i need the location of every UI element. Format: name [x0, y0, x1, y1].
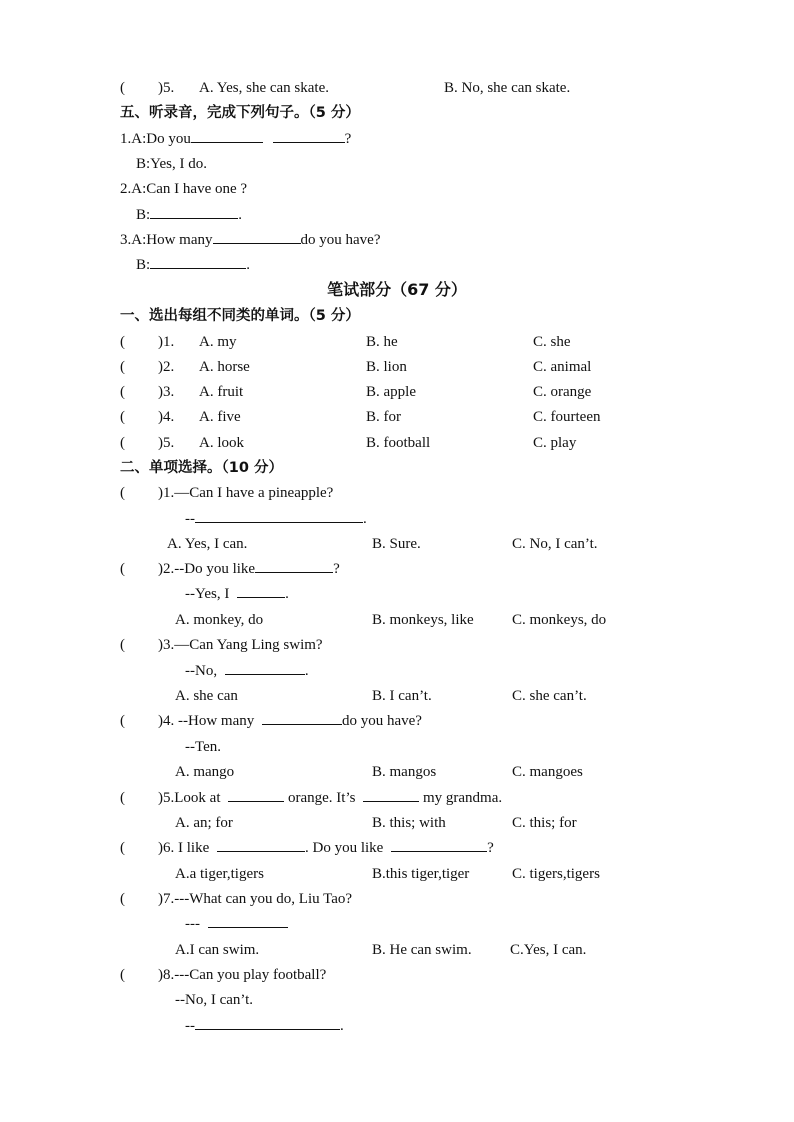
option-c: C. she [533, 334, 571, 350]
answer-line [185, 659, 309, 683]
question-number: )1. [158, 334, 175, 350]
answer-text: . [285, 586, 289, 602]
fill-blank[interactable] [150, 203, 238, 219]
answer-text: -- [185, 511, 195, 527]
stem-text: do you have? [341, 713, 422, 729]
written-title-row [0, 278, 794, 302]
option-c: C.Yes, I can. [510, 942, 587, 958]
stem-text: ? [333, 561, 340, 577]
item-text: ? [344, 131, 352, 147]
option-b: B.this tiger,tiger [372, 866, 470, 882]
section-heading: 一、选出每组不同类的单词。（5 分） [120, 308, 360, 324]
answer-paren: ( [120, 334, 125, 350]
fill-blank[interactable] [237, 582, 285, 598]
answer-paren: ( [120, 409, 125, 425]
option-a: A. fruit [199, 384, 244, 400]
answer-paren: ( [120, 561, 125, 577]
option-c: C. play [533, 435, 577, 451]
section-heading: 五、听录音，完成下列句子。（5 分） [120, 105, 360, 121]
answer-paren: ( [120, 485, 125, 501]
question-stem [158, 709, 422, 733]
stem-text: )4. --How many [158, 713, 255, 729]
option-b: B. I can’t. [372, 688, 432, 704]
answer-text: . [363, 511, 367, 527]
question-number: )5. [158, 80, 175, 96]
answer-text: . [304, 663, 309, 679]
fill-blank[interactable] [363, 786, 419, 802]
option-c: C. monkeys, do [512, 612, 607, 628]
item-line [136, 253, 250, 277]
stem-text: )2.--Do you like [158, 561, 256, 577]
item-text: B:Yes, I do. [136, 156, 207, 172]
stem-text: my grandma. [422, 790, 503, 806]
item-line [120, 127, 351, 151]
option-a: A. five [199, 409, 241, 425]
item-text: 1.A:Do you [120, 131, 191, 147]
answer-paren: ( [120, 967, 125, 983]
item-text: . [238, 207, 242, 223]
option-a: A. monkey, do [175, 612, 264, 628]
fill-blank[interactable] [213, 228, 301, 244]
question-number: )2. [158, 359, 175, 375]
item-text: 2.A:Can I have one ? [120, 181, 248, 197]
answer-paren: ( [120, 637, 125, 653]
answer-line [185, 582, 289, 606]
section-heading: 二、单项选择。（10 分） [120, 460, 283, 476]
question-stem [158, 786, 502, 810]
item-line [120, 228, 380, 252]
answer-paren: ( [120, 891, 125, 907]
option-c: C. mangoes [512, 764, 583, 780]
fill-blank[interactable] [195, 1014, 340, 1030]
option-a: A. Yes, I can. [167, 536, 248, 552]
fill-blank[interactable] [208, 912, 288, 928]
option-b: B. No, she can skate. [444, 80, 571, 96]
fill-blank[interactable] [191, 127, 263, 143]
item-text: . [246, 257, 250, 273]
option-a: A. my [199, 334, 237, 350]
option-a: A. look [199, 435, 244, 451]
option-b: B. mangos [372, 764, 437, 780]
stem-text: orange. It’s [287, 790, 356, 806]
option-a: A.a tiger,tigers [175, 866, 264, 882]
answer-line [185, 912, 288, 936]
fill-blank[interactable] [195, 507, 363, 523]
option-b: B. for [366, 409, 401, 425]
option-c: C. No, I can’t. [512, 536, 598, 552]
question-stem: )7.---What can you do, Liu Tao? [158, 891, 353, 907]
fill-blank[interactable] [262, 709, 342, 725]
item-text: 3.A:How many [120, 232, 213, 248]
option-a: A. an; for [175, 815, 233, 831]
answer-paren: ( [120, 80, 125, 96]
answer-text: --Ten. [185, 739, 222, 755]
option-a: A.I can swim. [175, 942, 260, 958]
option-b: B. this; with [372, 815, 446, 831]
fill-blank[interactable] [150, 253, 246, 269]
answer-line [185, 507, 367, 531]
answer-paren: ( [120, 840, 125, 856]
option-a: A. Yes, she can skate. [199, 80, 329, 96]
answer-text: --No, I can’t. [175, 992, 254, 1008]
question-number: )3. [158, 384, 175, 400]
question-number: )5. [158, 435, 175, 451]
option-b: B. lion [366, 359, 407, 375]
fill-blank[interactable] [228, 786, 284, 802]
question-stem [158, 557, 340, 581]
question-stem: )3.—Can Yang Ling swim? [158, 637, 323, 653]
option-c: C. tigers,tigers [512, 866, 600, 882]
question-stem [158, 836, 494, 860]
option-b: B. he [366, 334, 398, 350]
option-b: B. apple [366, 384, 416, 400]
answer-paren: ( [120, 790, 125, 806]
answer-paren: ( [120, 359, 125, 375]
fill-blank[interactable] [217, 836, 305, 852]
stem-text: . Do you like [304, 840, 384, 856]
stem-text: ? [487, 840, 494, 856]
option-a: A. horse [199, 359, 250, 375]
question-stem: )8.---Can you play football? [158, 967, 327, 983]
answer-paren: ( [120, 435, 125, 451]
option-b: B. He can swim. [372, 942, 472, 958]
fill-blank[interactable] [255, 557, 333, 573]
item-line [136, 203, 242, 227]
answer-paren: ( [120, 384, 125, 400]
question-stem: )1.—Can I have a pineapple? [158, 485, 334, 501]
item-text: B: [136, 207, 151, 223]
option-b: B. Sure. [372, 536, 421, 552]
option-c: C. animal [533, 359, 592, 375]
option-b: B. monkeys, like [372, 612, 474, 628]
option-c: C. she can’t. [512, 688, 587, 704]
option-c: C. fourteen [533, 409, 601, 425]
answer-text: --Yes, I [185, 586, 230, 602]
fill-blank[interactable] [273, 127, 345, 143]
item-text: B: [136, 257, 151, 273]
item-text: do you have? [300, 232, 381, 248]
page-title: 笔试部分（67 分） [327, 280, 467, 299]
option-a: A. she can [175, 688, 238, 704]
option-c: C. this; for [512, 815, 577, 831]
answer-text: . [340, 1018, 344, 1034]
option-b: B. football [366, 435, 431, 451]
option-c: C. orange [533, 384, 592, 400]
fill-blank[interactable] [391, 836, 487, 852]
fill-blank[interactable] [225, 659, 305, 675]
answer-text: -- [185, 1018, 195, 1034]
stem-text: )6. I like [158, 840, 210, 856]
stem-text: )5.Look at [158, 790, 221, 806]
answer-text: --No, [185, 663, 218, 679]
answer-line [185, 1014, 344, 1038]
question-number: )4. [158, 409, 175, 425]
option-a: A. mango [175, 764, 235, 780]
answer-text: --- [185, 916, 200, 932]
answer-paren: ( [120, 713, 125, 729]
